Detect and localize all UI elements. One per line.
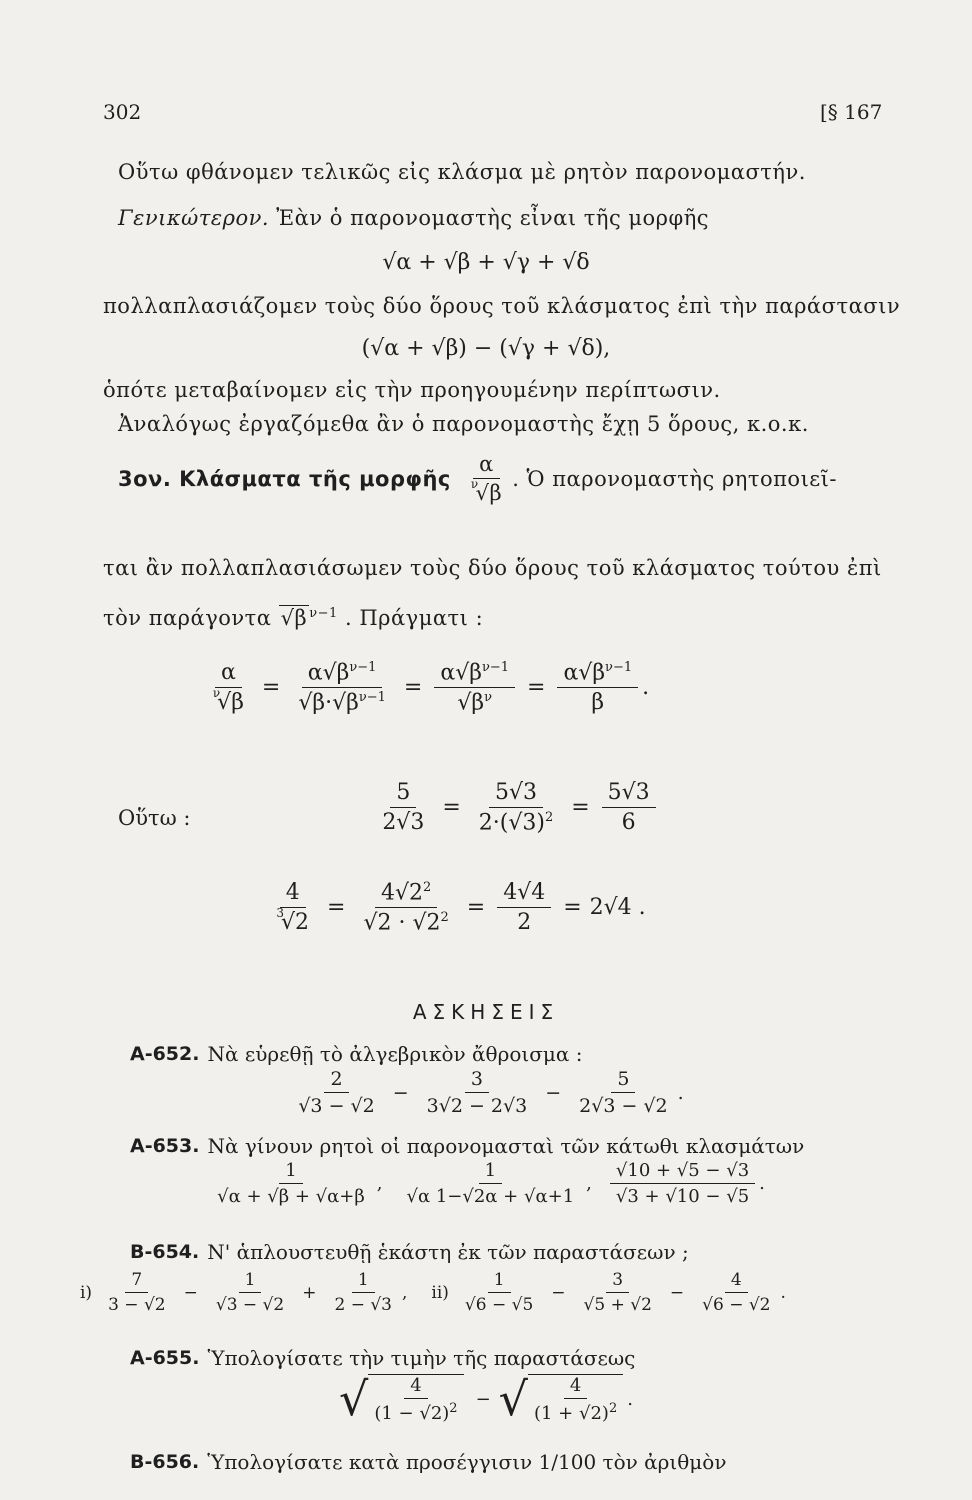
paragraph-7: [103, 606, 483, 630]
equation-example-1: $\frac{5}{2√3}$ = $\frac{5√3}{2\cdot(√3)^2}$ = $\frac{5√3}{6}$: [30, 780, 972, 835]
eq5-fraction-2: $\frac{4√2^2}{√2 \cdot √2^2}$: [363, 880, 449, 936]
exercise-a655-expression: √ $\frac{4}{(1 - √2)^2}$ − √ $\frac{4}{(1 + √2)^2}$ .: [339, 1372, 633, 1426]
eq5-fraction-3: $\frac{4√4}{2}$: [497, 880, 551, 935]
section-3-form-fraction: [465, 452, 508, 505]
eq3-fraction-4: $\frac{\alpha√\beta^{\nu-1}}{\beta}$: [557, 660, 638, 715]
paragraph-3: πολλαπλασιάζομεν τοὺς δύο ὅρους τοῦ κλάσματος ἐπὶ τὴν παράστασιν: [103, 294, 901, 318]
section-reference: [§ 167: [820, 100, 883, 124]
exercise-label: Α-652.: [130, 1043, 200, 1065]
thus-label: Οὕτω :: [118, 806, 191, 830]
eq4-fraction-1: $\frac{5}{2√3}$: [382, 780, 425, 836]
eq3-fraction-1: $\frac{\alpha}{^\nu√\beta}$: [212, 660, 244, 716]
section-3-text: . Ὁ παρονομαστὴς ρητοποιεῖ-: [512, 466, 838, 491]
exercise-text: Ὑπολογίσατε κατὰ προσέγγισιν 1/100 τὸν ἀριθμὸν: [207, 1450, 727, 1474]
exercises-title: ΑΣΚΗΣΕΙΣ: [412, 1000, 560, 1024]
exercise-b654-expressions: i) $\frac{7}{3 - √2}$ − $\frac{1}{√3 - √2}$ + $\frac{1}{2 - √3}$ , ii) $\frac{1}{√6 - √5}$ − $\frac{3}{√5 + √2}$ − $\frac{4}{√6 - √2}$ .: [80, 1270, 786, 1315]
exercise-text: Νὰ γίνουν ρητοὶ οἱ παρονομασταὶ τῶν κάτωθι κλασμάτων: [207, 1134, 805, 1158]
equation-rationalization-general: $\frac{\alpha}{^\nu√\beta}$ = $\frac{\alpha√\beta^{\nu-1}}{√\beta\cdot√\beta^{\nu-1}}$ = $\frac{\alpha√\beta^{\nu-1}}{√\beta^\nu}$ = $\frac{\alpha√\beta^{\nu-1}}{\beta}$ .: [0, 660, 912, 716]
equation-multiplier: (√α + √β) − (√γ + √δ),: [361, 336, 611, 361]
generalization-heading: Γενικώτερον.: [118, 206, 270, 230]
equation-denominator-form: √α + √β + √γ + √δ: [382, 250, 590, 275]
fraction-denominator: $^\nu$√β: [470, 477, 503, 505]
eq3-fraction-3: $\frac{\alpha√\beta^{\nu-1}}{√\beta^\nu}$: [434, 660, 515, 716]
paragraph-1: Οὕτω φθάνομεν τελικῶς εἰς κλάσμα μὲ ρητὸν παρονομαστήν.: [118, 160, 806, 184]
section-3-heading-line: [118, 452, 837, 505]
exercise-a652-expression: $\frac{2}{√3 - √2}$ − $\frac{3}{3√2 - 2√3}$ − $\frac{5}{2√3 - √2}$ .: [298, 1068, 684, 1117]
exercise-text: Ὑπολογίσατε τὴν τιμὴν τῆς παραστάσεως: [207, 1346, 636, 1370]
paragraph-5: Ἀναλόγως ἐργαζόμεθα ἂν ὁ παρονομαστὴς ἔχῃ 5 ὅρους, κ.ο.κ.: [118, 412, 809, 436]
factor-exponent: ν−1: [309, 606, 338, 621]
eq4-fraction-2: $\frac{5√3}{2\cdot(√3)^2}$: [478, 780, 554, 836]
exercise-b656: [130, 1450, 727, 1474]
exercise-b654: [130, 1240, 689, 1264]
exercise-a655: [130, 1346, 635, 1370]
section-3-heading: 3ον. Κλάσματα τῆς μορφῆς: [118, 466, 451, 491]
fraction-numerator: α: [473, 452, 500, 479]
eq3-fraction-2: $\frac{\alpha√\beta^{\nu-1}}{√\beta\cdot√\beta^{\nu-1}}$: [298, 660, 386, 716]
exercise-text: Ν' ἁπλουστευθῇ ἑκάστη ἐκ τῶν παραστάσεων ;: [207, 1240, 689, 1264]
exercise-a652: [130, 1042, 582, 1066]
paragraph-7-end: . Πράγματι :: [344, 606, 484, 630]
eq5-result: 2√4 .: [589, 895, 646, 921]
exercise-text: Νὰ εὑρεθῇ τὸ ἀλγεβρικὸν ἄθροισμα :: [207, 1042, 583, 1066]
paragraph-6: ται ἂν πολλαπλασιάσωμεν τοὺς δύο ὅρους τοῦ κλάσματος τούτου ἐπὶ: [103, 556, 882, 580]
equation-example-2: $\frac{4}{^3√2}$ = $\frac{4√2^2}{√2 \cdot √2^2}$ = $\frac{4√4}{2}$ = 2√4 .: [0, 880, 942, 936]
exercise-label: Α-655.: [130, 1347, 200, 1369]
paragraph-4: ὁπότε μεταβαίνομεν εἰς τὴν προηγουμένην περίπτωσιν.: [103, 378, 721, 402]
eq4-fraction-3: $\frac{5√3}{6}$: [602, 780, 656, 835]
factor-radical: √β: [280, 606, 308, 630]
page-number: 302: [103, 100, 142, 124]
exercise-label: Α-653.: [130, 1135, 200, 1157]
sqrt-icon: √: [498, 1372, 528, 1426]
root-index: ν: [470, 477, 479, 491]
exercise-label: Β-654.: [130, 1241, 200, 1263]
paragraph-7-text: τὸν παράγοντα: [103, 606, 272, 630]
paragraph-2: [118, 206, 709, 230]
eq5-fraction-1: $\frac{4}{^3√2}$: [276, 880, 310, 936]
exercise-a653: [130, 1134, 804, 1158]
sqrt-icon: √: [339, 1372, 369, 1426]
paragraph-2-text: Ἐὰν ὁ παρονομαστὴς εἶναι τῆς μορφῆς: [269, 206, 710, 230]
exercise-label: Β-656.: [130, 1451, 200, 1473]
exercise-a653-expression: $\frac{1}{√\alpha + √\beta + √\alpha+\beta}$ , $\frac{1}{√\alpha 1-√2\alpha + √\alpha+1}$ , $\frac{√10 + √5 - √3}{√3 + √10 - √5}$ .: [217, 1160, 765, 1207]
